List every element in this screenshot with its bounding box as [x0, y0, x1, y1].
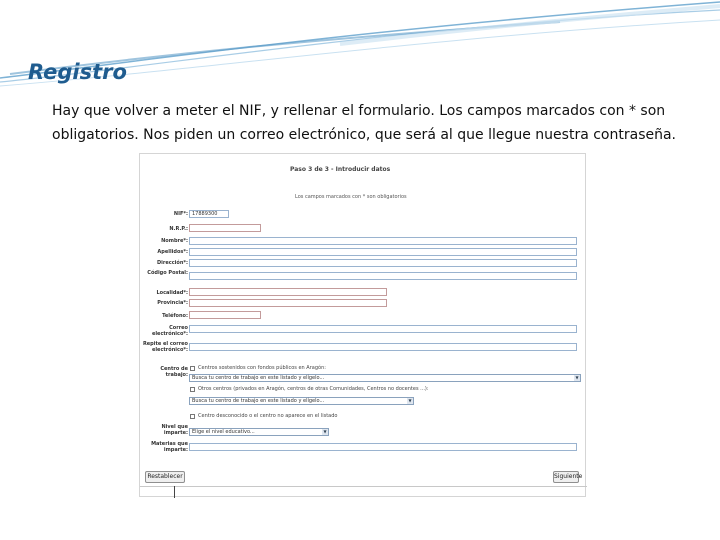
otros-centros-text: Otros centros (privados en Aragón, centros de otras Comunidades, Centros no docentes ...): [198, 386, 429, 392]
chevron-down-icon: ▼ [408, 398, 412, 403]
provincia-label: Provincia*: [157, 300, 188, 306]
centro-desconocido-checkbox[interactable] [190, 414, 195, 419]
correo-field[interactable] [189, 325, 577, 333]
materias-field[interactable] [189, 443, 577, 451]
nombre-field[interactable] [189, 237, 577, 245]
slide-title: Registro [28, 60, 127, 84]
nif-field[interactable]: 17889300 [189, 210, 229, 218]
nivel-select-value: Elige el nivel educativo... [192, 429, 255, 435]
centro-publico-radio[interactable] [190, 366, 195, 371]
form-edge-mark [174, 486, 175, 498]
localidad-field[interactable] [189, 288, 387, 296]
registration-form-screenshot [139, 153, 586, 497]
otros-centros-select[interactable] [189, 397, 414, 405]
repite-correo-field[interactable] [189, 343, 577, 351]
apellidos-label: Apellidos*: [157, 249, 188, 255]
reset-button[interactable]: Restablecer [145, 471, 185, 483]
chevron-down-icon: ▼ [323, 429, 327, 434]
chevron-down-icon: ▼ [575, 375, 579, 380]
nivel-select[interactable] [189, 428, 329, 436]
centro-publico-text: Centros sostenidos con fondos públicos en Aragón: [198, 365, 326, 371]
nrp-field[interactable] [189, 224, 261, 232]
apellidos-field[interactable] [189, 248, 577, 256]
slide-body-text: Hay que volver a meter el NIF, y rellenar el formulario. Los campos marcados con * son obligatorios. Nos piden un correo electrónico, que será al que llegue nuestra contraseña. [52, 103, 676, 143]
form-bottom-divider [140, 486, 587, 487]
centro-publico-select-value: Busca tu centro de trabajo en este listado y elígelo... [192, 375, 325, 381]
codigo-postal-field[interactable] [189, 272, 577, 280]
form-step-title: Paso 3 de 3 - Introducir datos [290, 166, 391, 173]
repite-correo-label: Repite el correo electrónico*: [142, 341, 188, 353]
otros-centros-select-value: Busca tu centro de trabajo en este listado y elígelo... [192, 398, 325, 404]
nrp-label: N.R.P.: [169, 226, 188, 232]
telefono-field[interactable] [189, 311, 261, 319]
centro-desconocido-text: Centro desconocido o el centro no aparece en el listado [198, 413, 338, 419]
correo-label: Correo electrónico*: [151, 325, 188, 337]
next-button[interactable]: Siguiente [553, 471, 579, 483]
centro-publico-select[interactable] [189, 374, 581, 382]
direccion-field[interactable] [189, 259, 577, 267]
nombre-label: Nombre*: [161, 238, 188, 244]
nif-label: NIF*: [173, 211, 188, 217]
codigo-postal-label: Código Postal: [147, 270, 188, 276]
otros-centros-radio[interactable] [190, 387, 195, 392]
centro-label: Centro de trabajo: [160, 366, 188, 378]
materias-label: Materias que imparte: [151, 441, 188, 453]
direccion-label: Dirección*: [157, 260, 188, 266]
provincia-field[interactable] [189, 299, 387, 307]
required-fields-note: Los campos marcados con * son obligatorios [295, 194, 407, 200]
telefono-label: Teléfono: [162, 313, 188, 319]
nivel-label: Nivel que imparte: [161, 424, 188, 436]
localidad-label: Localidad*: [156, 290, 188, 296]
